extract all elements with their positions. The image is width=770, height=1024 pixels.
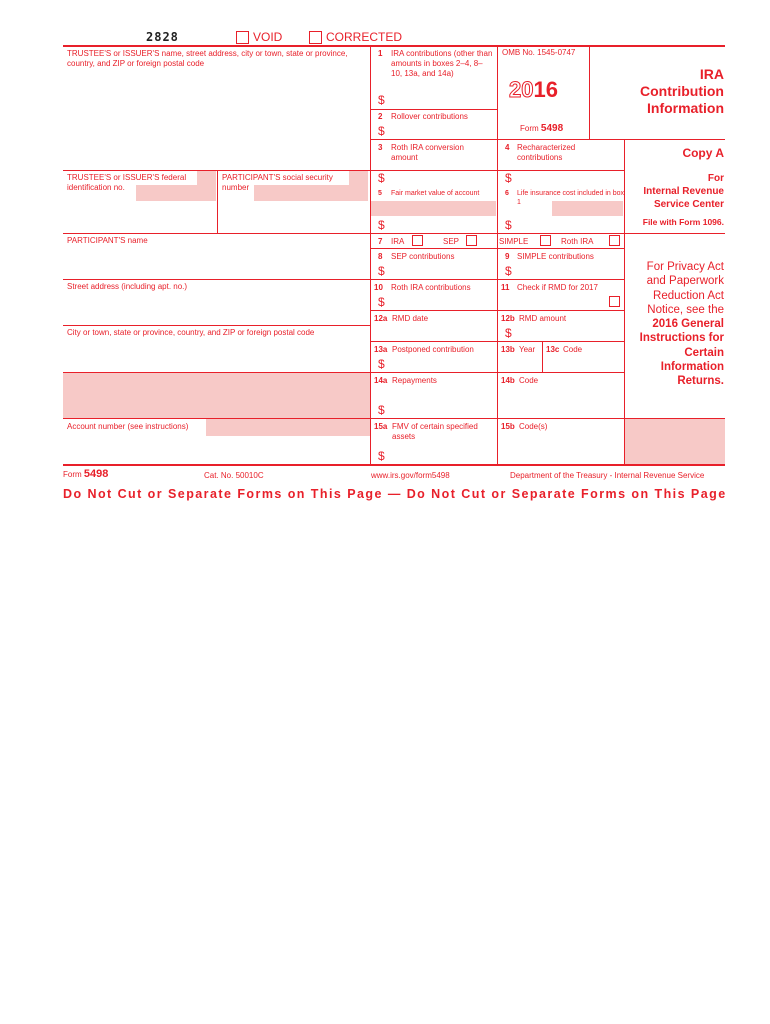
hline-310 <box>370 310 624 311</box>
box1-label: IRA contributions (other than amounts in boxes 2–4, 8–10, 13a, and 14a) <box>391 49 493 78</box>
privacy-line1: For Privacy Act <box>646 261 724 273</box>
box8-number: 8 <box>378 252 383 261</box>
box12b-number: 12b <box>501 314 515 323</box>
box7-simple-label: SIMPLE <box>499 237 529 246</box>
do-not-cut-notice: Do Not Cut or Separate Forms on This Page — Do Not Cut or Separate Forms on This Page <box>63 487 727 501</box>
box4-label: Recharacterized contributions <box>517 143 576 162</box>
box5-label: Fair market value of account <box>391 190 480 197</box>
box7-roth-checkbox[interactable] <box>609 235 620 246</box>
form-bottom-border <box>63 464 725 466</box>
hline-170-left <box>63 170 370 171</box>
box4-number: 4 <box>505 143 510 152</box>
account-number-shade <box>206 419 370 436</box>
irs-line2: Service Center <box>653 199 724 210</box>
hline-233-side <box>624 233 725 234</box>
hline-109 <box>370 109 497 110</box>
privacy-line4: Notice, see the <box>647 303 724 316</box>
footer-form-word: Form <box>63 470 82 479</box>
hline-325-left <box>63 325 370 326</box>
trustee-name-field[interactable] <box>66 72 368 168</box>
box15b-number: 15b <box>501 422 515 431</box>
file-with-1096: File with Form 1096. <box>642 217 724 227</box>
corrected-label: CORRECTED <box>326 30 403 44</box>
irs-center-block <box>626 172 724 211</box>
box7-sep-label: SEP <box>443 237 460 246</box>
box5-shade <box>371 201 496 216</box>
box7-number: 7 <box>378 237 383 246</box>
box10-dollar: $ <box>378 295 385 309</box>
privacy-line3: Reduction Act <box>653 289 724 302</box>
box14a-number: 14a <box>374 376 388 385</box>
box13b-input[interactable] <box>500 356 540 371</box>
box1-dollar: $ <box>378 93 385 107</box>
box13c-input[interactable] <box>545 356 622 371</box>
box10-label: Roth IRA contributions <box>391 283 471 292</box>
tax-year-outline: 20 <box>509 77 534 102</box>
box6-dollar: $ <box>505 218 512 232</box>
account-number-label: Account number (see instructions) <box>67 422 189 431</box>
box2-input[interactable] <box>388 123 494 138</box>
box9-number: 9 <box>505 252 510 261</box>
sidebar-title-line1: IRA <box>699 66 724 82</box>
box13b-number: 13b <box>501 345 515 354</box>
city-state-label: City or town, state or province, country, and ZIP or foreign postal code <box>67 328 315 337</box>
street-address-field[interactable] <box>66 294 368 323</box>
box15a-input[interactable] <box>388 448 494 463</box>
participant-name-label: PARTICIPANT'S name <box>67 236 148 245</box>
box13a-dollar: $ <box>378 357 385 371</box>
box2-dollar: $ <box>378 124 385 138</box>
trustee-tin-field[interactable] <box>66 203 216 231</box>
box10-input[interactable] <box>388 294 494 309</box>
participant-ssn-field[interactable] <box>220 203 368 231</box>
hline-279-left <box>63 279 370 280</box>
box1-input[interactable] <box>388 92 494 107</box>
trustee-name-label: TRUSTEE'S or ISSUER'S name, street address, city or town, state or province, country, and ZIP or foreign postal code <box>67 49 348 68</box>
irs-line1: Internal Revenue <box>643 186 724 197</box>
footer-form-number: 5498 <box>83 468 109 480</box>
box11-label: Check if RMD for 2017 <box>517 283 598 292</box>
participant-name-field[interactable] <box>66 248 368 277</box>
box6-number: 6 <box>505 190 509 197</box>
divider-main <box>370 45 371 465</box>
box3-label: Roth IRA conversion amount <box>391 143 464 162</box>
void-checkbox[interactable] <box>236 31 249 44</box>
participant-ssn-label: PARTICIPANT'S social security number <box>222 173 333 192</box>
divider-boxes <box>497 45 498 465</box>
privacy-notice <box>626 260 724 389</box>
box12b-label: RMD amount <box>519 314 567 323</box>
box14a-label: Repayments <box>392 376 437 385</box>
omb-number: OMB No. 1545-0747 <box>502 48 576 57</box>
box3-dollar: $ <box>378 171 385 185</box>
copy-a-label: Copy A <box>682 146 724 160</box>
divider-13bc <box>542 341 543 372</box>
box15a-number: 15a <box>374 422 388 431</box>
box8-dollar: $ <box>378 264 385 278</box>
box8-label: SEP contributions <box>391 252 455 261</box>
box14b-label: Code <box>519 376 539 385</box>
street-address-label: Street address (including apt. no.) <box>67 282 188 291</box>
divider-sidebar <box>624 139 625 465</box>
box14a-dollar: $ <box>378 403 385 417</box>
hline-372 <box>370 372 624 373</box>
box4-dollar: $ <box>505 171 512 185</box>
box7-roth-label: Roth IRA <box>561 237 594 246</box>
form-top-border <box>63 45 725 47</box>
sidebar-title-line2: Contribution <box>640 83 724 99</box>
box12a-number: 12a <box>374 314 388 323</box>
privacy-line2: and Paperwork <box>646 275 724 288</box>
box14b-input[interactable] <box>500 388 622 417</box>
box10-number: 10 <box>374 283 383 292</box>
box9-input[interactable] <box>515 263 621 278</box>
instructions-line5: Returns. <box>677 375 724 388</box>
box13c-label: Code <box>563 345 583 354</box>
hline-248 <box>370 248 624 249</box>
box4-input[interactable] <box>515 171 621 185</box>
trustee-tin-label: TRUSTEE'S or ISSUER'S federal identification no. <box>67 173 187 192</box>
box12b-input[interactable] <box>515 325 621 340</box>
city-state-field[interactable] <box>66 340 368 370</box>
footer-form-label <box>63 469 108 480</box>
treasury-dept: Department of the Treasury - Internal Revenue Service <box>510 471 705 480</box>
box9-dollar: $ <box>505 264 512 278</box>
for-label: For <box>707 173 724 184</box>
box15a-dollar: $ <box>378 449 385 463</box>
catalog-number: Cat. No. 50010C <box>204 471 264 480</box>
divider-year <box>589 45 590 139</box>
box6-label: Life insurance cost included in box 1 <box>517 190 625 206</box>
box11-checkbox[interactable] <box>609 296 620 307</box>
box8-input[interactable] <box>388 263 494 278</box>
box2-label: Rollover contributions <box>391 112 468 121</box>
box7-sep-checkbox[interactable] <box>466 235 477 246</box>
instructions-line1: 2016 General <box>652 318 724 331</box>
box6-input[interactable] <box>515 217 621 232</box>
box1-number: 1 <box>378 49 383 58</box>
form-number: 5498 <box>540 123 564 134</box>
box7-simple-checkbox[interactable] <box>540 235 551 246</box>
box7-ira-checkbox[interactable] <box>412 235 423 246</box>
hline-139 <box>370 139 725 140</box>
box15a-label: FMV of certain specified assets <box>392 422 478 441</box>
box15b-input[interactable] <box>500 434 622 463</box>
instructions-line3: Certain <box>684 346 724 359</box>
box3-input[interactable] <box>388 171 494 185</box>
form-code: 2828 <box>146 30 179 44</box>
box13a-label: Postponed contribution <box>392 345 474 354</box>
tax-year-bold: 16 <box>533 77 558 102</box>
box2-number: 2 <box>378 112 383 121</box>
box12a-input[interactable] <box>374 325 494 340</box>
box3-number: 3 <box>378 143 383 152</box>
irs-url: www.irs.gov/form5498 <box>371 471 450 480</box>
hline-341 <box>370 341 624 342</box>
tax-year <box>509 78 558 102</box>
sidebar-title <box>600 66 724 117</box>
box14a-input[interactable] <box>388 402 494 417</box>
sidebar-bottom-shade <box>625 419 725 464</box>
hline-279 <box>370 279 624 280</box>
box11-number: 11 <box>501 283 510 292</box>
blank-shaded-area <box>63 373 370 418</box>
box7-ira-label: IRA <box>391 237 405 246</box>
sidebar-title-line3: Information <box>647 100 724 116</box>
box12b-dollar: $ <box>505 326 512 340</box>
box5-input[interactable] <box>388 217 494 232</box>
box9-label: SIMPLE contributions <box>517 252 594 261</box>
box13a-input[interactable] <box>388 356 494 371</box>
box13b-label: Year <box>519 345 536 354</box>
form-word: Form <box>520 124 539 133</box>
box14b-number: 14b <box>501 376 515 385</box>
box12a-label: RMD date <box>392 314 429 323</box>
form-5498-label <box>520 124 563 134</box>
box13a-number: 13a <box>374 345 388 354</box>
box15b-label: Code(s) <box>519 422 548 431</box>
corrected-checkbox[interactable] <box>309 31 322 44</box>
divider-tin <box>217 170 218 233</box>
hline-233 <box>63 233 625 234</box>
box5-number: 5 <box>378 190 382 197</box>
instructions-line2: Instructions for <box>639 332 724 345</box>
box5-dollar: $ <box>378 218 385 232</box>
box13c-number: 13c <box>546 345 560 354</box>
void-label: VOID <box>253 30 283 44</box>
instructions-line4: Information <box>660 361 724 374</box>
account-number-field[interactable] <box>66 436 368 462</box>
